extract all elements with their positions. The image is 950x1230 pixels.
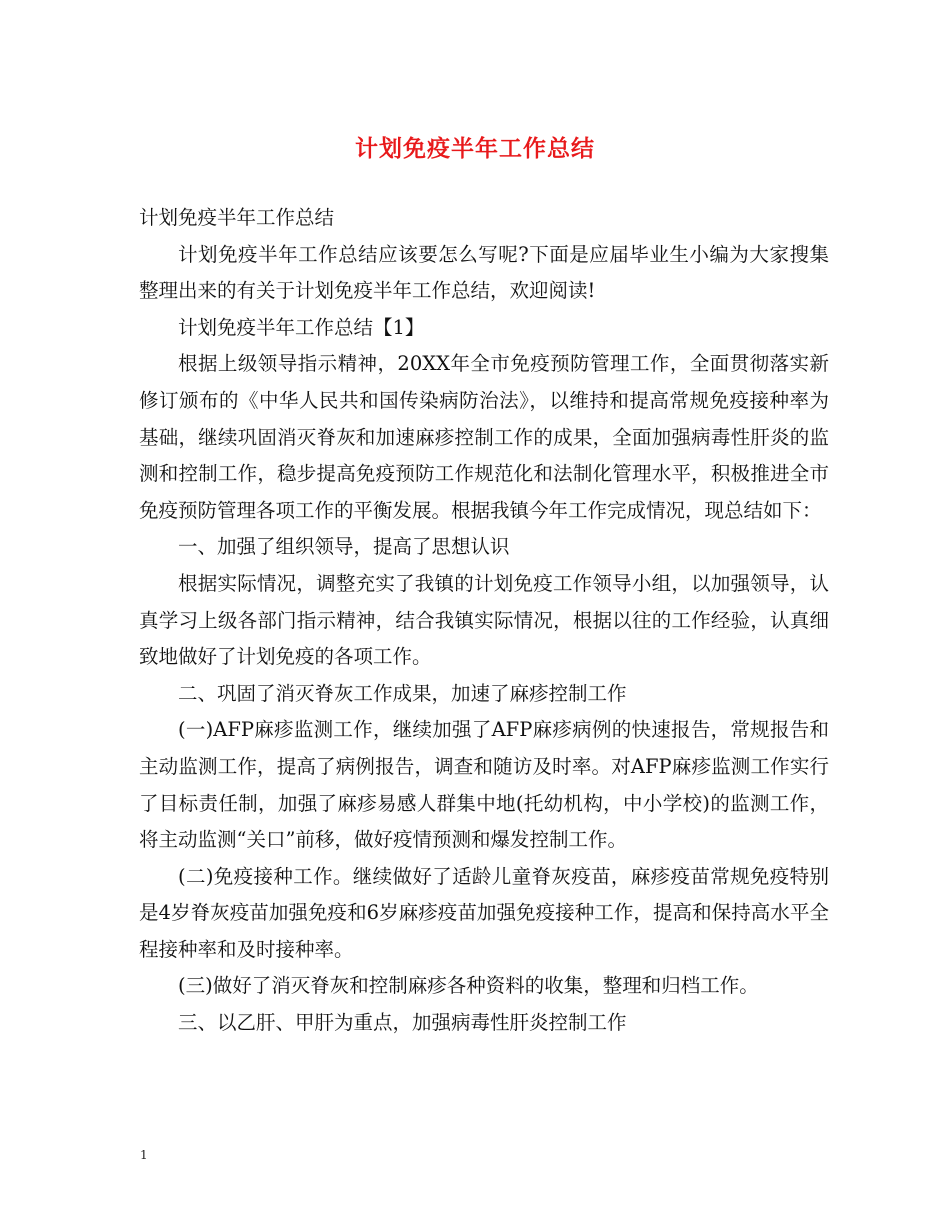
paragraph: 计划免疫半年工作总结【1】 bbox=[178, 315, 425, 339]
paragraph: (二)免疫接种工作。继续做好了适龄儿童脊灰疫苗，麻疹疫苗常规免疫特别是4岁脊灰疫苗加强免疫和6岁麻疹疫苗加强免疫接种工作，提高和保持高水平全程接种率和及时接种率。 bbox=[139, 864, 829, 961]
paragraph: 三、以乙肝、甲肝为重点，加强病毒性肝炎控制工作 bbox=[178, 1011, 627, 1035]
document-title: 计划免疫半年工作总结 bbox=[355, 135, 595, 162]
paragraph: 计划免疫半年工作总结应该要怎么写呢?下面是应届毕业生小编为大家搜集整理出来的有关于计划免疫半年工作总结，欢迎阅读! bbox=[139, 242, 829, 303]
paragraph: 根据实际情况，调整充实了我镇的计划免疫工作领导小组，以加强领导，认真学习上级各部门指示精神，结合我镇实际情况，根据以往的工作经验，认真细致地做好了计划免疫的各项工作。 bbox=[139, 571, 829, 669]
paragraph: (一)AFP麻疹监测工作，继续加强了AFP麻疹病例的快速报告，常规报告和主动监测工作，提高了病例报告，调查和随访及时率。对AFP麻疹监测工作实行了目标责任制，加强了麻疹易感人群集中地(托幼机构，中小学校)的监测工作，将主动监测“关口”前移，做好疫情预测和爆发控制工作。 bbox=[139, 718, 829, 852]
document-body bbox=[139, 200, 829, 1042]
paragraph: 二、巩固了消灭脊灰工作成果，加速了麻疹控制工作 bbox=[178, 681, 627, 705]
paragraph: 根据上级领导指示精神，20XX年全市免疫预防管理工作，全面贯彻落实新修订颁布的《中华人民共和国传染病防治法》，以维持和提高常规免疫接种率为基础，继续巩固消灭脊灰和加速麻疹控制工作的成果，全面加强病毒性肝炎的监测和控制工作，稳步提高免疫预防工作规范化和法制化管理水平，积极推进全市免疫预防管理各项工作的平衡发展。根据我镇今年工作完成情况，现总结如下： bbox=[139, 352, 829, 522]
paragraph: 计划免疫半年工作总结 bbox=[139, 206, 335, 229]
paragraph: (三)做好了消灭脊灰和控制麻疹各种资料的收集，整理和归档工作。 bbox=[178, 974, 759, 998]
page-number: 1 bbox=[140, 1148, 148, 1162]
paragraph: 一、加强了组织领导，提高了思想认识 bbox=[178, 535, 510, 559]
